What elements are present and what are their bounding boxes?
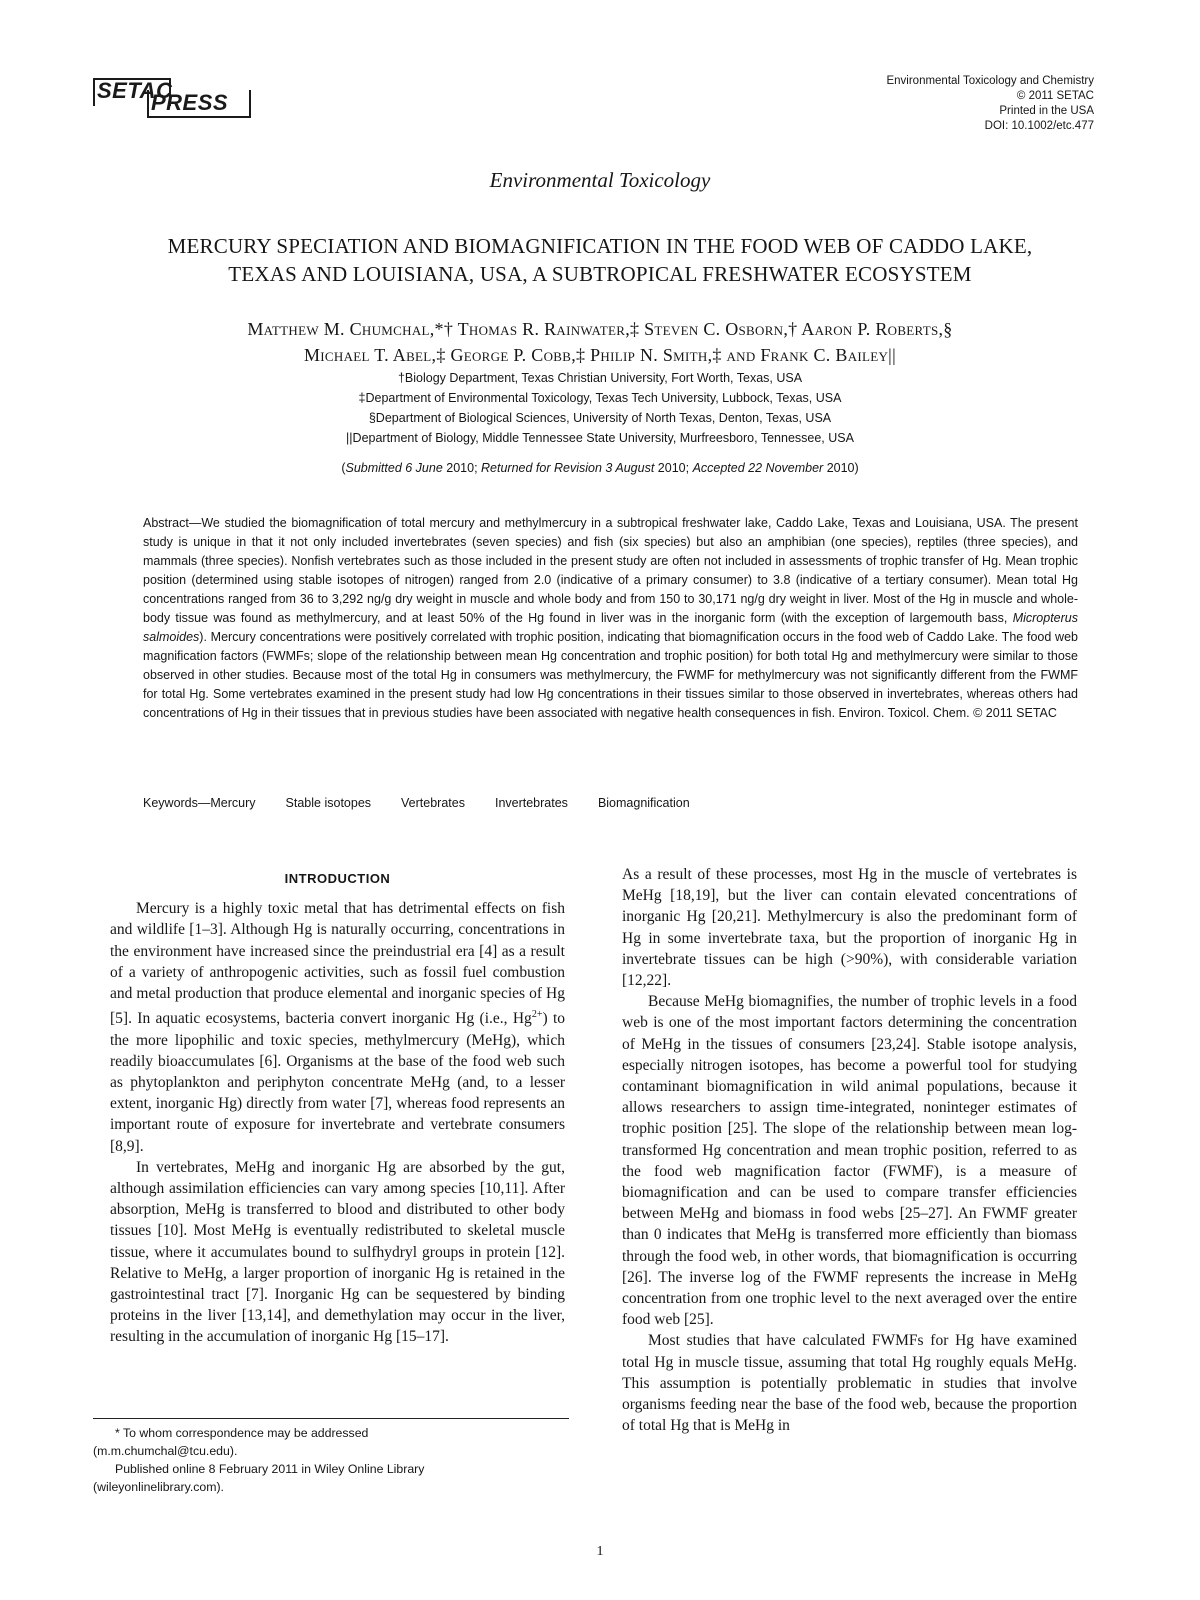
body-paragraph: Most studies that have calculated FWMFs for Hg have examined total Hg in muscle tissue, assuming that total Hg roughly equals MeHg. This assumption is potentially problematic in studies that involve organisms feeding near the base of the food web, because the proportion of total Hg that is MeHg in — [622, 1332, 1077, 1435]
title-line-1: MERCURY SPECIATION AND BIOMAGNIFICATION IN THE FOOD WEB OF CADDO LAKE, — [167, 234, 1033, 258]
abstract-dash: — — [188, 516, 202, 530]
section-heading: Environmental Toxicology — [489, 168, 711, 192]
footnote-email: (m.m.chumchal@tcu.edu). — [93, 1444, 238, 1458]
journal-name: Environmental Toxicology and Chemistry — [886, 75, 1094, 87]
submission-history: (Submitted 6 June 2010; Returned for Revision 3 August 2010; Accepted 22 November 2010) — [341, 461, 859, 475]
charge-superscript: 2+ — [531, 1009, 543, 1021]
affiliation-item: ‡Department of Environmental Toxicology, Texas Tech University, Lubbock, Texas, USA — [358, 391, 842, 405]
paragraph-text: ) to the more lipophilic and toxic species, methylmercury (MeHg), which readily bioaccumulates [6]. Organisms at the base of the food web such as phytoplankton and periphyton concentrate MeHg (and, to a lesser extent, inorganic Hg) directly from water [7], whereas food represents an important route of exposure for invertebrate and vertebrate consumers [8,9]. — [110, 1010, 566, 1155]
affiliation-item: ||Department of Biology, Middle Tennessee State University, Murfreesboro, Tennessee, USA — [346, 431, 854, 445]
authors-line-1: Matthew M. Chumchal,*† Thomas R. Rainwater,‡ Steven C. Osborn,† Aaron P. Roberts,§ — [247, 319, 953, 339]
authors-line-2: Michael T. Abel,‡ George P. Cobb,‡ Philip N. Smith,‡ and Frank C. Bailey|| — [303, 345, 896, 365]
affiliation-item: §Department of Biological Sciences, University of North Texas, Denton, Texas, USA — [368, 411, 832, 425]
logo-word-press: PRESS — [151, 90, 229, 115]
title-line-2: TEXAS AND LOUISIANA, USA, A SUBTROPICAL FRESHWATER ECOSYSTEM — [228, 262, 972, 286]
page-number: 1 — [596, 1544, 604, 1559]
keywords: Keywords—Mercury Stable isotopes Vertebrates Invertebrates Biomagnification — [143, 796, 690, 810]
returned-label: Returned for Revision — [481, 461, 602, 475]
author-list — [100, 316, 1100, 368]
body-paragraph: In vertebrates, MeHg and inorganic Hg are absorbed by the gut, although assimilation efficiencies can vary among species [10,11]. After absorption, MeHg is transferred to blood and distributed to other body tissues [10]. Most MeHg is eventually redistributed to skeletal muscle tissue, where it accumulates bound to sulfhydryl groups in protein [12]. Relative to MeHg, a larger proportion of inorganic Hg is retained in the gastrointestinal tract [7]. Inorganic Hg can be sequestered by binding proteins in the liver [13,14], and demethylation may occur in the liver, resulting in the accumulation of inorganic Hg [15–17]. — [110, 1158, 565, 1346]
body-paragraph — [110, 898, 565, 1157]
abstract-species-name: Micropterus salmoides — [143, 611, 1078, 644]
affiliation-list — [100, 368, 1100, 448]
submitted-date: 6 June — [405, 461, 443, 475]
abstract-label: Abstract — [143, 516, 189, 530]
body-paragraph: Because MeHg biomagnifies, the number of trophic levels in a food web is one of the most important factors determining the concentration of MeHg in the tissues of consumers [23,24]. Stable isotope analysis, especially nitrogen isotopes, has become a powerful tool for studying contaminant biomagnification in wild animal populations, because it allows researchers to assign time-integrated, noninteger estimates of trophic position [25]. The slope of the relationship between mean log-transformed Hg concentration and mean trophic position, referred to as the food web magnification factor (FWMF), is a measure of biomagnification and can be used to compare transfer efficiencies between MeHg and biomass in food webs [25–27]. An FWMF greater than 0 indicates that MeHg is transferred more efficiently than biomass through the food web, in other words, that biomagnification is occurring [26]. The inverse log of the FWMF represents the increase in MeHg concentration from one trophic level to the next averaged over the entire food web [25]. — [622, 993, 1077, 1329]
footnotes — [93, 1424, 569, 1496]
footnote-divider — [93, 1418, 569, 1419]
setac-press-logo — [93, 76, 253, 116]
body-column-left — [110, 866, 565, 1348]
abstract — [143, 514, 1078, 723]
footnote-published: Published online 8 February 2011 in Wiley Online Library — [115, 1462, 425, 1476]
keyword-item: Vertebrates — [401, 796, 465, 810]
logo-word-setac: SETAC — [97, 78, 173, 103]
journal-doi: DOI: 10.1002/etc.477 — [984, 120, 1094, 132]
footnote-correspondence: * To whom correspondence may be addressed — [115, 1426, 369, 1440]
affiliation-item: †Biology Department, Texas Christian University, Fort Worth, Texas, USA — [397, 371, 803, 385]
keyword-item: Biomagnification — [597, 796, 690, 810]
article-title — [100, 232, 1100, 288]
journal-info — [886, 74, 1094, 134]
accepted-date: 22 November — [748, 461, 824, 475]
returned-year: 2010; — [657, 461, 690, 475]
keyword-item: Stable isotopes — [285, 796, 372, 810]
accepted-label: Accepted — [692, 461, 745, 475]
submitted-year: 2010; — [446, 461, 478, 475]
accepted-year: 2010 — [826, 461, 855, 475]
body-column-right — [622, 864, 1077, 1436]
abstract-text-part1: We studied the biomagnification of total mercury and methylmercury in a subtropical freshwater lake, Caddo Lake, Texas and Louisiana, USA. The present study is unique in that it not only included invertebrates (seven species) and fish (six species) but also an amphibian (one species), reptiles (three species), and mammals (three species). Nonfish vertebrates such as those included in the present study are often not included in assessments of trophic transfer of Hg. Mean trophic position (determined using stable isotopes of nitrogen) ranged from 2.0 (indicative of a primary consumer) to 3.8 (indicative of a tertiary consumer). Mean total Hg concentrations ranged from 36 to 3,292 ng/g dry weight in muscle and whole body and from 150 to 30,171 ng/g dry weight in liver. Most of the Hg in muscle and whole-body tissue was found as methylmercury, and at least 50% of the Hg found in liver was in the inorganic form (with the exception of largemouth bass, — [143, 516, 1078, 625]
paragraph-text: Mercury is a highly toxic metal that has detrimental effects on fish and wildlife [1–3]. Although Hg is naturally occurring, concentrations in the environment have increased since the preindustrial era [4] as a result of a variety of anthropogenic activities, such as fossil fuel combustion and metal production that produce elemental and inorganic species of Hg [5]. In aquatic ecosystems, bacteria convert inorganic Hg (i.e., Hg — [110, 900, 565, 1028]
introduction-heading: INTRODUCTION — [284, 871, 391, 886]
abstract-text-part2: ). Mercury concentrations were positively correlated with trophic position, indicating that biomagnification occurs in the food web of Caddo Lake. The food web magnification factors (FWMFs; slope of the relationship between mean Hg concentration and trophic position) for both total Hg and methylmercury were similar to those observed in other studies. Because most of the total Hg in consumers was methylmercury, the FWMF for methylmercury was not significantly different from the FWMF for total Hg. Some vertebrates examined in the present study had low Hg concentrations in their tissues similar to those observed in invertebrates, whereas others had concentrations of Hg in their tissues that in previous studies have been associated with negative health consequences in fish. Environ. Toxicol. Chem. © 2011 SETAC — [143, 630, 1078, 720]
keywords-label: Keywords — [143, 796, 198, 810]
returned-date: 3 August — [605, 461, 655, 475]
keyword-item: Mercury — [210, 796, 256, 810]
submitted-label: Submitted — [345, 461, 402, 475]
footnote-library-url: (wileyonlinelibrary.com). — [93, 1480, 224, 1494]
journal-printed: Printed in the USA — [999, 105, 1094, 117]
keyword-item: Invertebrates — [494, 796, 568, 810]
body-paragraph: As a result of these processes, most Hg in the muscle of vertebrates is MeHg [18,19], but the liver can contain elevated concentrations of inorganic Hg [20,21]. Methylmercury is also the predominant form of Hg in some invertebrate taxa, but the proportion of inorganic Hg in invertebrate tissues can be high (>90%), with considerable variation [12,22]. — [622, 866, 1077, 990]
journal-copyright: © 2011 SETAC — [1016, 90, 1094, 102]
